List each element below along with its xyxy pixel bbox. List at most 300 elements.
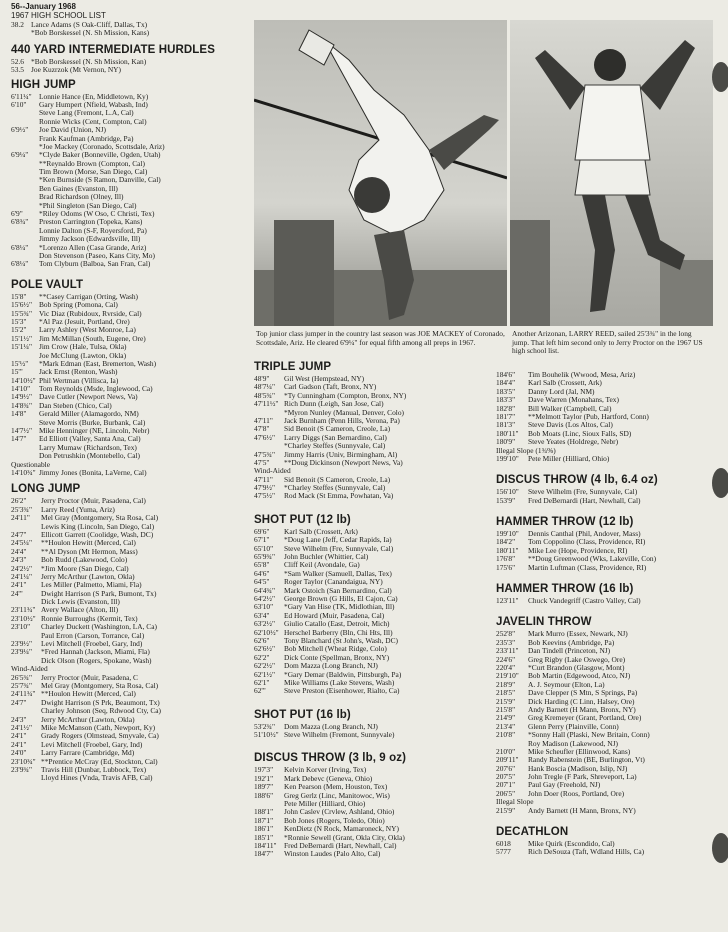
- athlete: *Gary Van Hise (TK, Midlothian, Ill): [284, 603, 395, 612]
- list-item: [254, 817, 494, 825]
- list-item: [254, 842, 494, 850]
- list-item: [496, 538, 714, 546]
- mark: 14'9½": [11, 392, 32, 402]
- athlete: Lonnie Hance (En, Middletown, Ky): [39, 92, 149, 101]
- athlete: Greg Gerlz (Linc, Manitowoc, Wis): [284, 791, 390, 800]
- athlete: Dick Olson (Rogers, Spokane, Wash): [41, 656, 152, 665]
- mark: 184'6": [496, 370, 516, 379]
- section-title-hurdles: 440 YARD INTERMEDIATE HURDLES: [11, 43, 215, 56]
- mark: 184'11": [254, 840, 277, 850]
- mark: 69'6": [254, 526, 270, 536]
- list-item: [496, 547, 714, 555]
- section-title-long-jump: LONG JUMP: [11, 483, 81, 496]
- mark: 199'10": [496, 453, 519, 463]
- mark: 26'2": [11, 496, 27, 506]
- section-title-pole-vault: POLE VAULT: [11, 278, 84, 291]
- javelin-illegal-list: [496, 807, 714, 815]
- list-item: [11, 531, 251, 539]
- mark: 53.5: [11, 65, 24, 75]
- list-item: [496, 840, 714, 848]
- list-item: [11, 360, 251, 368]
- hurdles-list: [11, 58, 251, 75]
- list-item: [11, 377, 251, 385]
- mark: 47'9½": [254, 483, 275, 493]
- illegal-slope-label-b: Illegal Slope: [496, 797, 534, 807]
- mark: 26'5¾": [11, 672, 32, 682]
- athlete: Dwight Harrison (S Prk, Beaumont, Tx): [41, 698, 160, 707]
- list-item: [11, 598, 251, 606]
- list-item: [11, 343, 251, 351]
- list-item: [496, 388, 714, 396]
- list-item: [254, 645, 494, 653]
- list-item: [11, 724, 251, 732]
- list-item: [496, 664, 714, 672]
- athlete: Bill Walker (Campbell, Cal): [528, 404, 612, 413]
- mark: 14'10½": [11, 375, 36, 385]
- athlete: Dave Clepper (S Mtn, S Springs, Pa): [528, 689, 638, 698]
- decathlon-list: [496, 840, 714, 857]
- list-item: [11, 573, 251, 581]
- discus-4-list: [496, 488, 714, 505]
- athlete: Ronnie Wicks (Cent, Compton, Cal): [39, 117, 147, 126]
- list-item: [11, 185, 251, 193]
- list-item: [11, 435, 251, 443]
- list-item: [11, 523, 251, 531]
- questionable-list: [11, 469, 251, 477]
- athlete: Dave Warren (Monahans, Tex): [528, 396, 619, 405]
- list-item: [254, 400, 494, 408]
- athlete: Dick Conte (Spellman, Bronx, NY): [284, 653, 390, 662]
- list-item: [11, 581, 251, 589]
- mark: 62'10½": [254, 627, 279, 637]
- athlete: KenDietz (N Rock, Mamaroneck, NY): [284, 825, 399, 834]
- mark: 6'9½": [11, 125, 29, 135]
- list-item: [11, 690, 251, 698]
- athlete: Don Stevenson (Paseo, Kans City, Mo): [39, 251, 155, 260]
- mark: 6'8¼": [11, 242, 29, 252]
- mark: 183'5": [496, 386, 516, 396]
- athlete: *Bob Borskessel (N. Sh Mission, Kans): [31, 29, 150, 38]
- athlete: Roy Madison (Lakewood, NJ): [528, 739, 618, 748]
- athlete: Paul Erron (Carson, Torrance, Cal): [41, 631, 145, 640]
- list-item: [254, 620, 494, 628]
- list-item: [254, 662, 494, 670]
- mark: 210'8": [496, 730, 516, 740]
- mark: 47'11½": [254, 399, 279, 409]
- athlete: Dennis Canthal (Phil, Andover, Mass): [528, 530, 641, 539]
- mark: 48'5¾": [254, 390, 275, 400]
- section-title-discus-4: DISCUS THROW (4 lb, 6.4 oz): [496, 474, 658, 487]
- list-item: [254, 442, 494, 450]
- athlete: Tom Clyburn (Balboa, San Fran, Cal): [39, 260, 151, 269]
- mark: 192'1": [254, 773, 274, 783]
- athlete: Grady Rogers (Olmstead, Smyvale, Ca): [41, 732, 159, 741]
- athlete: Ben Gaines (Evanston, Ill): [39, 184, 118, 193]
- athlete: Gerald Miller (Alamagordo, NM): [39, 410, 139, 419]
- mark: 23'9¼": [11, 647, 32, 657]
- athlete: Bob Martin (Edgewood, Atco, NJ): [528, 672, 631, 681]
- athlete: Jerry McArthur (Lawton, Okla): [41, 715, 135, 724]
- mark: [11, 176, 39, 184]
- mark: 181'3": [496, 420, 516, 430]
- list-item: [496, 421, 714, 429]
- mark: 6'9": [11, 209, 23, 219]
- athlete: *Curt Brandon (Glasgow, Mont): [528, 664, 625, 672]
- list-item: [496, 396, 714, 404]
- mark: 123'11": [496, 596, 519, 606]
- athlete: John Caslev (Crvlew, Ashland, Ohio): [284, 808, 395, 817]
- athlete: Joe Kuzrzok (Mt Vernon, NY): [31, 66, 121, 75]
- athlete: Andy Barnett (H Mann, Bronx, NY): [528, 705, 636, 714]
- mark: 214'9": [496, 713, 516, 723]
- long-jump-list: [11, 497, 251, 665]
- list-item: [11, 565, 251, 573]
- mark: 14'10¾": [11, 467, 36, 477]
- list-item: [11, 674, 251, 682]
- list-item: [254, 536, 494, 544]
- athlete: Lloyd Hines (Vnda, Travis AFB, Cal): [41, 774, 153, 783]
- list-item: [254, 850, 494, 858]
- athlete: Steve Wilhelm (Fre, Sunnyvale, Cal): [284, 544, 394, 553]
- mark: 51'10½": [254, 730, 279, 740]
- list-item: [496, 647, 714, 655]
- list-item: [254, 578, 494, 586]
- mark: 62'1": [254, 677, 270, 687]
- athlete: Ronnie Burroughs (Kermit, Tex): [41, 614, 138, 623]
- athlete: Mike Lee (Hope, Providence, RI): [528, 546, 628, 555]
- mark: 25'7¾": [11, 680, 32, 690]
- mark: 25'3¾": [11, 504, 32, 514]
- list-item: [11, 193, 251, 201]
- list-item: [496, 656, 714, 664]
- athlete: Jimmy Jackson (Edwardsville, Ill): [39, 235, 141, 244]
- mark: 176'8": [496, 554, 516, 564]
- athlete: Tim Bouhelik (Wwood, Mesa, Ariz): [528, 371, 636, 379]
- list-item: [254, 603, 494, 611]
- athlete: Jerry McArthur (Lawton, Okla): [41, 572, 135, 581]
- athlete: **Casey Carrigan (Orting, Wash): [39, 292, 139, 301]
- athlete: Roger Taylor (Canandaigua, NY): [284, 578, 383, 587]
- mark: 235'3": [496, 637, 516, 647]
- athlete: Mark Ostoich (San Bernardino, Cal): [284, 586, 392, 595]
- mark: 24'2½": [11, 563, 32, 573]
- list-item: [254, 561, 494, 569]
- athlete: Carl Gadson (Taft, Bronx, NY): [284, 383, 377, 392]
- athlete: Les Miller (Palmetto, Miami, Fla): [41, 581, 142, 590]
- mark: 14'10": [11, 384, 31, 394]
- mark: [11, 193, 39, 201]
- athlete: Fred DeBernardi (Hart, Newhall, Cal): [284, 841, 397, 850]
- athlete: Lance Adams (S Oak-Cliff, Dallas, Tx): [31, 21, 148, 29]
- mark: 6'11¼": [11, 91, 32, 101]
- mark: 207'5": [496, 772, 516, 782]
- mark: 189'7": [254, 782, 274, 792]
- athlete: Steve Yeates (Holdrege, Nebr): [528, 438, 619, 447]
- list-item: [11, 514, 251, 522]
- athlete: A. J. Seymour (Elton, La): [528, 680, 605, 689]
- mark: 23'9¾": [11, 764, 32, 774]
- mark: 24'5¼": [11, 538, 32, 548]
- mark: 180'11": [496, 545, 519, 555]
- list-item: [254, 800, 494, 808]
- section-title-discus-3: DISCUS THROW (3 lb, 9 oz): [254, 752, 406, 765]
- high-jumper-illustration: [254, 20, 507, 326]
- athlete: Mike Quirk (Escondido, Cal): [528, 840, 615, 849]
- athlete: Larry Ashley (West Monroe, La): [39, 326, 136, 335]
- athlete: Jim McMillan (South, Eugene, Ore): [39, 334, 146, 343]
- list-item: [11, 318, 251, 326]
- list-item: [496, 430, 714, 438]
- caption-high-jumper: Top junior class jumper in the country last season was JOE MACKEY of Coronado, Scottsdale, Ariz. He cleared 6'9¼" for equal fifth among all preps in 1967.: [256, 329, 505, 347]
- mark: 184'4": [496, 378, 516, 388]
- discus-3-list: [254, 766, 494, 858]
- list-item: [11, 623, 251, 631]
- athlete: Fred DeBernardi (Hart, Newhall, Cal): [528, 496, 641, 505]
- mark: 187'1": [254, 815, 274, 825]
- mark: 62'1½": [254, 669, 275, 679]
- mark: 197'3": [254, 765, 274, 775]
- mark: 224'6": [496, 654, 516, 664]
- list-item: [254, 476, 494, 484]
- athlete: Steve Lang (Fremont, L.A, Cal): [39, 109, 134, 118]
- mark: 185'1": [254, 832, 274, 842]
- athlete: Ken Pearson (Mem, Houston, Tex): [284, 783, 388, 792]
- athlete: Steve Wilhelm (Fremont, Sunnyvale): [284, 731, 395, 740]
- athlete: Rich Dunn (Leigh, San Jose, Cal): [284, 400, 384, 409]
- mark: 24'3": [11, 714, 27, 724]
- list-item: [11, 548, 251, 556]
- mark: 24'3": [11, 555, 27, 565]
- athlete: Mel Gray (Montgomery, Sta Rosa, Cal): [41, 514, 159, 523]
- list-item: [496, 773, 714, 781]
- athlete: Karl Salb (Crossett, Ark): [528, 379, 602, 388]
- athlete: Frank Kaufman (Ambridge, Pa): [39, 134, 134, 143]
- list-item: [254, 392, 494, 400]
- mark: 24'4": [11, 546, 27, 556]
- list-item: [254, 834, 494, 842]
- mark: 15'8": [11, 291, 27, 301]
- mark: 24'11": [11, 513, 30, 523]
- athlete: Mel Gray (Montgomery, Sta Rosa, Cal): [41, 681, 159, 690]
- list-item: [254, 492, 494, 500]
- athlete: Dan Steben (Chico, Cal): [39, 401, 112, 410]
- list-item: [254, 595, 494, 603]
- list-item: [254, 570, 494, 578]
- mark: 215'8": [496, 704, 516, 714]
- list-title: 1967 HIGH SCHOOL LIST: [11, 11, 106, 20]
- list-item: [254, 637, 494, 645]
- athlete: *Bob Borskessel (N. Sh Mission, Kan): [31, 57, 147, 66]
- athlete: Preston Carrington (Topeka, Kans): [39, 218, 143, 227]
- athlete: John Buchler (Whittier, Cal): [284, 553, 369, 562]
- athlete: Pete Miller (Hilliard, Ohio): [528, 454, 610, 463]
- mark: 213'4": [496, 721, 516, 731]
- list-item: [254, 425, 494, 433]
- middle-column: [254, 361, 494, 859]
- athlete: Larry Reed (Yuma, Ariz): [41, 505, 115, 514]
- high-jump-list: [11, 93, 251, 269]
- mark: [11, 29, 31, 37]
- list-item: [496, 698, 714, 706]
- triple-jump-list: [254, 375, 494, 467]
- athlete: Charley Duckett (Washington, LA, Ca): [41, 623, 157, 632]
- list-item: [11, 210, 251, 218]
- mark: [11, 185, 39, 193]
- section-title-hammer-16: HAMMER THROW (16 lb): [496, 583, 634, 596]
- list-item: [254, 731, 494, 739]
- mark: 15'2": [11, 325, 27, 335]
- athlete: Chuck Vandegriff (Castro Valley, Cal): [528, 597, 641, 606]
- athlete: Ed Elliott (Valley, Santa Ana, Cal): [39, 435, 141, 444]
- illegal-slope-label-a: Illegal Slope (1¾%): [496, 445, 556, 455]
- list-item: [496, 488, 714, 496]
- list-item: [11, 335, 251, 343]
- section-title-shot-put-16: SHOT PUT (16 lb): [254, 708, 351, 721]
- athlete: Don Petrushkin (Montebello, Cal): [39, 452, 140, 461]
- athlete: Larry Diggs (San Bernardino, Cal): [284, 433, 387, 442]
- list-item: [496, 530, 714, 538]
- mark: 219'10": [496, 671, 519, 681]
- right-column: [496, 371, 714, 857]
- athlete: Greg Rigby (Lake Oswego, Ore): [528, 655, 626, 664]
- mark: 47'6½": [254, 432, 275, 442]
- mark: 5777: [496, 847, 511, 857]
- pole-vault-list: [11, 293, 251, 461]
- list-item: [11, 707, 251, 715]
- athlete: *Ken Burnside (S Ramon, Danville, Cal): [39, 176, 161, 185]
- list-item: [254, 723, 494, 731]
- mark: 15'1¼": [11, 342, 32, 352]
- mark: 62'2½": [254, 661, 275, 671]
- section-title-shot-put-12: SHOT PUT (12 lb): [254, 513, 351, 526]
- mark: 24'11¾": [11, 689, 36, 699]
- athlete: Danny Lord (Jal, NM): [528, 387, 595, 396]
- mark: 47'5¾": [254, 449, 275, 459]
- binder-hole-bottom: [712, 833, 728, 863]
- list-item: [254, 434, 494, 442]
- list-item: [11, 393, 251, 401]
- athlete: Cliff Keil (Avondale, Ga): [284, 561, 360, 570]
- mark: 199'10": [496, 529, 519, 539]
- list-item: [11, 539, 251, 547]
- mark: 218'9": [496, 679, 516, 689]
- athlete: Mike McManson (Cath, Newport, Ky): [41, 723, 156, 732]
- athlete: Herschel Barberry (Bln, Chi Hts, Ill): [284, 628, 393, 637]
- athlete: Steve Davis (Los Altos, Cal): [528, 421, 613, 430]
- mark: 6'10": [11, 99, 27, 109]
- athlete: Larry Farrare (Cambridge, Md): [41, 749, 135, 758]
- list-item: [254, 654, 494, 662]
- athlete: Bob Spring (Pomona, Cal): [39, 301, 118, 310]
- list-item: [11, 244, 251, 252]
- list-item: [496, 379, 714, 387]
- list-item: [496, 781, 714, 789]
- list-item: [254, 671, 494, 679]
- illegal-slope-row-a: [496, 455, 714, 463]
- list-item: [496, 672, 714, 680]
- mark: 23'10¾": [11, 756, 36, 766]
- athlete: Charley Johnson (Seq, Rdwood Cty, Ca): [41, 707, 162, 716]
- athlete: **Al Dyson (Mt Hermon, Mass): [41, 547, 138, 556]
- list-item: [496, 848, 714, 856]
- athlete: Bob Moats (Linc, Sioux Falls, SD): [528, 429, 632, 438]
- athlete: Dwight Harrison (S Park, Bumont, Tx): [41, 589, 157, 598]
- mark: [11, 160, 39, 168]
- list-item: [254, 484, 494, 492]
- mark: 24'1": [11, 731, 27, 741]
- mark: 62'": [254, 686, 266, 696]
- athlete: Dick Harding (C Linn, Halsey, Ore): [528, 697, 635, 706]
- section-title-high-jump: HIGH JUMP: [11, 78, 76, 91]
- list-item: [11, 93, 251, 101]
- athlete: Dave Cutler (Newport News, Va): [39, 393, 138, 402]
- list-item: [11, 310, 251, 318]
- mark: 63'4": [254, 610, 270, 620]
- mark: 184'2": [496, 537, 516, 547]
- mark: 24'7": [11, 697, 27, 707]
- athlete: *Myron Nunley (Manual, Denver, Colo): [284, 408, 404, 417]
- mark: 6'9¼": [11, 150, 29, 160]
- athlete: *Riley Odoms (W Oso, C Christi, Tex): [39, 210, 155, 219]
- mark: [11, 227, 39, 235]
- mark: 47'8": [254, 424, 270, 434]
- mark: 6018: [496, 839, 511, 849]
- list-item: [254, 612, 494, 620]
- mark: [11, 774, 41, 782]
- list-item: [11, 101, 251, 109]
- list-item: [11, 66, 251, 74]
- athlete: Bob Mitchell (Wheat Ridge, Colo): [284, 645, 387, 654]
- list-item: [496, 748, 714, 756]
- mark: 63'2½": [254, 619, 275, 629]
- mark: 65'9¾": [254, 552, 275, 562]
- list-item: [496, 371, 714, 379]
- athlete: Travis Hill (Dunbar, Lubbock, Tex): [41, 765, 147, 774]
- athlete: *Clyde Baker (Bonneville, Ogden, Utah): [39, 151, 161, 160]
- athlete: Dom Mazza (Long Branch, NJ): [284, 662, 378, 671]
- mark: 14'7½": [11, 426, 32, 436]
- mark: 206'5": [496, 788, 516, 798]
- mark: 53'2¾": [254, 721, 275, 731]
- mark: 47'5": [254, 457, 270, 467]
- list-item: [11, 21, 251, 29]
- list-item: [496, 756, 714, 764]
- list-item: [11, 497, 251, 505]
- mark: [11, 109, 39, 117]
- list-item: [11, 402, 251, 410]
- mark: 252'8": [496, 629, 516, 639]
- mark: 15'½": [11, 358, 29, 368]
- list-item: [254, 451, 494, 459]
- list-item: [11, 168, 251, 176]
- list-item: [11, 109, 251, 117]
- list-item: [11, 135, 251, 143]
- list-item: [11, 741, 251, 749]
- caption-long-jumper: Another Arizonan, LARRY REED, sailed 25'3¾" in the long jump. That left him second only to Jerry Proctor on the 1967 US high school list.: [512, 329, 703, 356]
- list-item: [11, 385, 251, 393]
- mark: 38.2: [11, 20, 24, 29]
- section-title-javelin: JAVELIN THROW: [496, 616, 592, 629]
- athlete: Levi Mitchell (Froebel, Gary, Ind): [41, 640, 143, 649]
- mark: 188'1": [254, 807, 274, 817]
- wind-aided-label-lj: Wind-Aided: [11, 664, 48, 674]
- athlete: Jack Burnham (Penn Hills, Verona, Pa): [284, 416, 400, 425]
- list-item: [254, 808, 494, 816]
- mark: 233'11": [496, 646, 519, 656]
- list-item: [254, 687, 494, 695]
- mark: 23'11¾": [11, 605, 36, 615]
- list-item: [11, 648, 251, 656]
